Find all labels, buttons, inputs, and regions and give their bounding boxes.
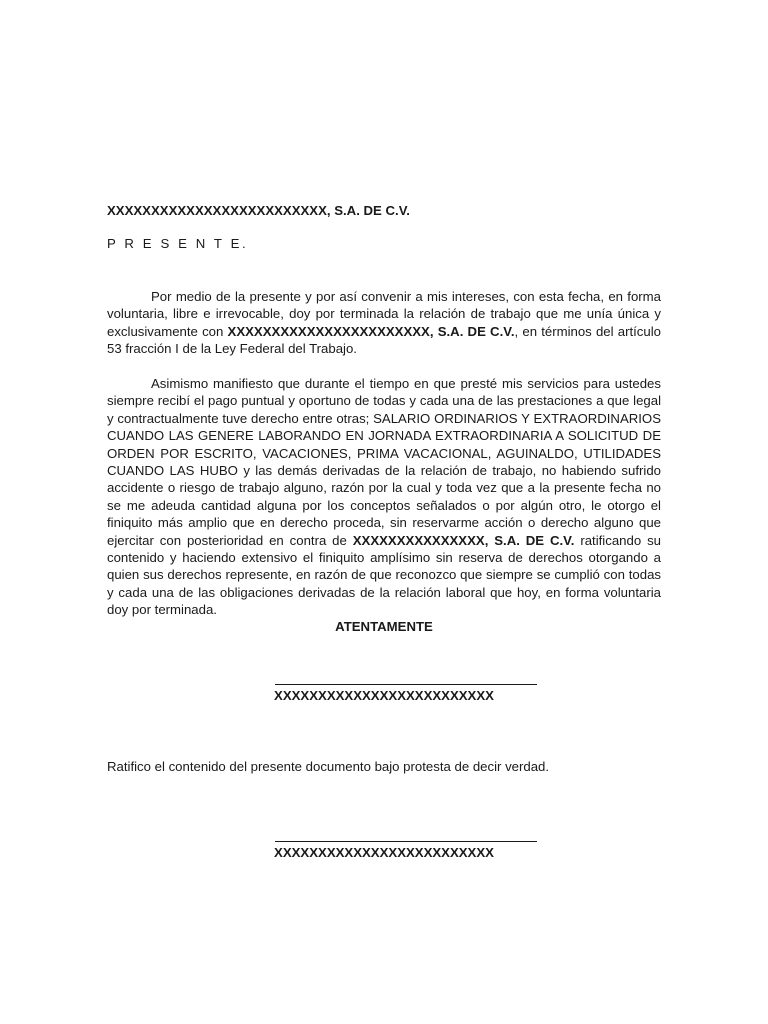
paragraph1-text-end: , en términos del artículo 53 fracción I de la Ley Federal del Trabajo. [107, 323, 662, 357]
salutation: P R E S E N T E. [107, 236, 249, 251]
signature-line [275, 684, 537, 685]
paragraph2-text-start: Asimismo manifiesto que durante el tiempo en que presté mis servicios para ustedes siempre recibí el pago puntual y oportuno de todas y cada una de las prestaciones a que legal y contractualmente tuve derecho entre otras; SALARIO ORDINARIOS Y EXTRAORDINARIOS CUANDO LAS GENERE LABORANDO EN JORNADA EXTRAORDINARIA A SOLICITUD DE ORDEN POR ESCRITO, VACACIONES, PRIMA VACACIONAL, AGUINALDO, UTILIDADES CUANDO LAS HUBO y las demás derivadas de la relación de trabajo, no habiendo sufrido accidente o riesgo de trabajo alguno, razón por la cual y toda vez que a la presente fecha no se me adeuda cantidad alguna por los conceptos señalados o por algún otro, le otorgo el finiquito más amplio que en derecho proceda, sin reservarme acción o derecho alguno que ejercitar con posterioridad en contra de [107, 376, 661, 548]
paragraph-settlement [107, 375, 661, 619]
closing: ATENTAMENTE [335, 619, 433, 634]
addressee: XXXXXXXXXXXXXXXXXXXXXXXXX, S.A. DE C.V. [107, 203, 410, 218]
ratification-statement: Ratifico el contenido del presente documento bajo protesta de decir verdad. [107, 759, 550, 774]
signature-name: XXXXXXXXXXXXXXXXXXXXXXXXX [274, 845, 494, 860]
signature-name: XXXXXXXXXXXXXXXXXXXXXXXXX [274, 688, 494, 703]
paragraph1-text-start: Por medio de la presente y por así convenir a mis intereses, con esta fecha, en forma voluntaria, libre e irrevocable, doy por terminada la relación de trabajo que me unía única y exclusivamente con [107, 289, 661, 339]
paragraph2-text-end: ratificando su contenido y haciendo extensivo el finiquito amplísimo sin reserva de derechos otorgando a quien sus derechos represente, en razón de que reconozco que siempre se cumplió con todas y cada una de las obligaciones derivadas de la relación laboral que hoy, en forma voluntaria doy por terminada. [107, 532, 661, 618]
company-name: XXXXXXXXXXXXXXX, S.A. DE C.V. [352, 532, 575, 548]
signature-line [275, 841, 537, 842]
company-name: XXXXXXXXXXXXXXXXXXXXXXX, S.A. DE C.V. [227, 323, 515, 339]
paragraph-termination [107, 288, 661, 358]
